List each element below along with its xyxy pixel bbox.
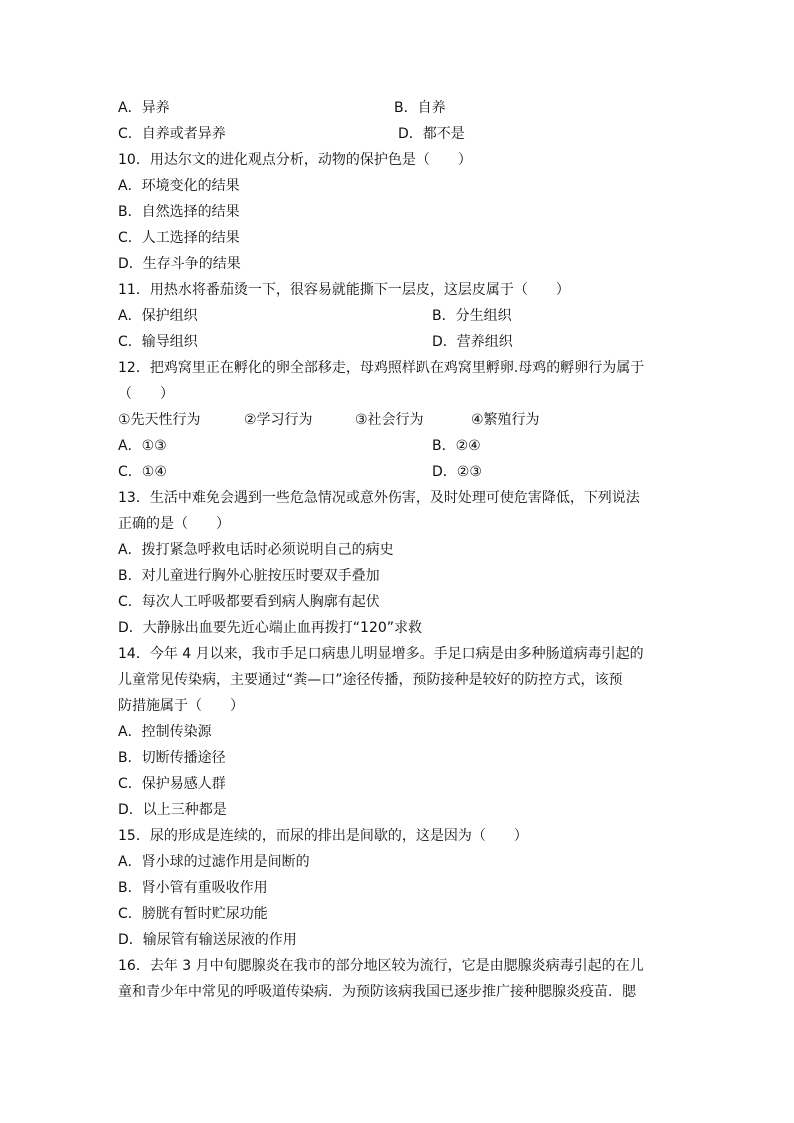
q14-stem-line3: 防措施属于（ ） bbox=[118, 698, 244, 714]
q13-option-b: B．对儿童进行胸外心脏按压时要双手叠加 bbox=[118, 568, 380, 584]
q12-option-b: B．②④ bbox=[432, 438, 481, 454]
q12-choice-1: ①先天性行为 bbox=[118, 412, 201, 428]
q15-stem: 15．尿的形成是连续的，而尿的排出是间歇的，这是因为（ ） bbox=[118, 828, 528, 844]
q10-option-d: D．生存斗争的结果 bbox=[118, 256, 241, 272]
q10-option-a: A．环境变化的结果 bbox=[118, 178, 240, 194]
q12-choice-4: ④繁殖行为 bbox=[471, 412, 540, 428]
q12-stem-line1: 12．把鸡窝里正在孵化的卵全部移走，母鸡照样趴在鸡窝里孵卵.母鸡的孵卵行为属于 bbox=[118, 360, 645, 376]
q11-option-d: D．营养组织 bbox=[432, 334, 513, 350]
q13-stem-line2: 正确的是（ ） bbox=[118, 516, 230, 532]
q11-option-b: B．分生组织 bbox=[432, 308, 512, 324]
q14-option-b: B．切断传播途径 bbox=[118, 750, 226, 766]
q16-stem-line2: 童和青少年中常见的呼吸道传染病．为预防该病我国已逐步推广接种腮腺炎疫苗．腮 bbox=[118, 984, 636, 1000]
q9-option-d: D．都不是 bbox=[398, 126, 465, 142]
q13-stem-line1: 13．生活中难免会遇到一些危急情况或意外伤害，及时处理可使危害降低，下列说法 bbox=[118, 490, 640, 506]
q14-option-d: D．以上三种都是 bbox=[118, 802, 227, 818]
q10-option-b: B．自然选择的结果 bbox=[118, 204, 240, 220]
q14-stem-line1: 14．今年 4 月以来，我市手足口病患儿明显增多。手足口病是由多种肠道病毒引起的 bbox=[118, 646, 644, 662]
q13-option-d: D．大静脉出血要先近心端止血再拨打“120”求救 bbox=[118, 620, 423, 636]
q14-option-c: C．保护易感人群 bbox=[118, 776, 226, 792]
q14-stem-line2: 儿童常见传染病，主要通过“粪—口”途径传播，预防接种是较好的防控方式，该预 bbox=[118, 672, 623, 688]
q16-stem-line1: 16．去年 3 月中旬腮腺炎在我市的部分地区较为流行，它是由腮腺炎病毒引起的在儿 bbox=[118, 958, 644, 974]
q9-option-a: A．异养 bbox=[118, 100, 170, 116]
q12-choice-3: ③社会行为 bbox=[355, 412, 424, 428]
q12-option-a: A．①③ bbox=[118, 438, 167, 454]
q15-option-d: D．输尿管有输送尿液的作用 bbox=[118, 932, 297, 948]
q14-option-a: A．控制传染源 bbox=[118, 724, 212, 740]
q11-option-c: C．输导组织 bbox=[118, 334, 198, 350]
q12-option-d: D．②③ bbox=[432, 464, 482, 480]
q11-option-a: A．保护组织 bbox=[118, 308, 198, 324]
q12-stem-line2: （ ） bbox=[118, 386, 174, 402]
q15-option-b: B．肾小管有重吸收作用 bbox=[118, 880, 268, 896]
q12-choice-2: ②学习行为 bbox=[244, 412, 313, 428]
q13-option-c: C．每次人工呼吸都要看到病人胸廓有起伏 bbox=[118, 594, 380, 610]
q9-option-b: B．自养 bbox=[394, 100, 446, 116]
q12-option-c: C．①④ bbox=[118, 464, 167, 480]
q10-option-c: C．人工选择的结果 bbox=[118, 230, 240, 246]
q11-stem: 11．用热水将番茄烫一下，很容易就能撕下一层皮，这层皮属于（ ） bbox=[118, 282, 570, 298]
q15-option-c: C．膀胱有暂时贮尿功能 bbox=[118, 906, 268, 922]
q13-option-a: A．拨打紧急呼救电话时必须说明自己的病史 bbox=[118, 542, 394, 558]
q10-stem: 10．用达尔文的进化观点分析，动物的保护色是（ ） bbox=[118, 152, 472, 168]
q15-option-a: A．肾小球的过滤作用是间断的 bbox=[118, 854, 310, 870]
q9-option-c: C．自养或者异养 bbox=[118, 126, 226, 142]
